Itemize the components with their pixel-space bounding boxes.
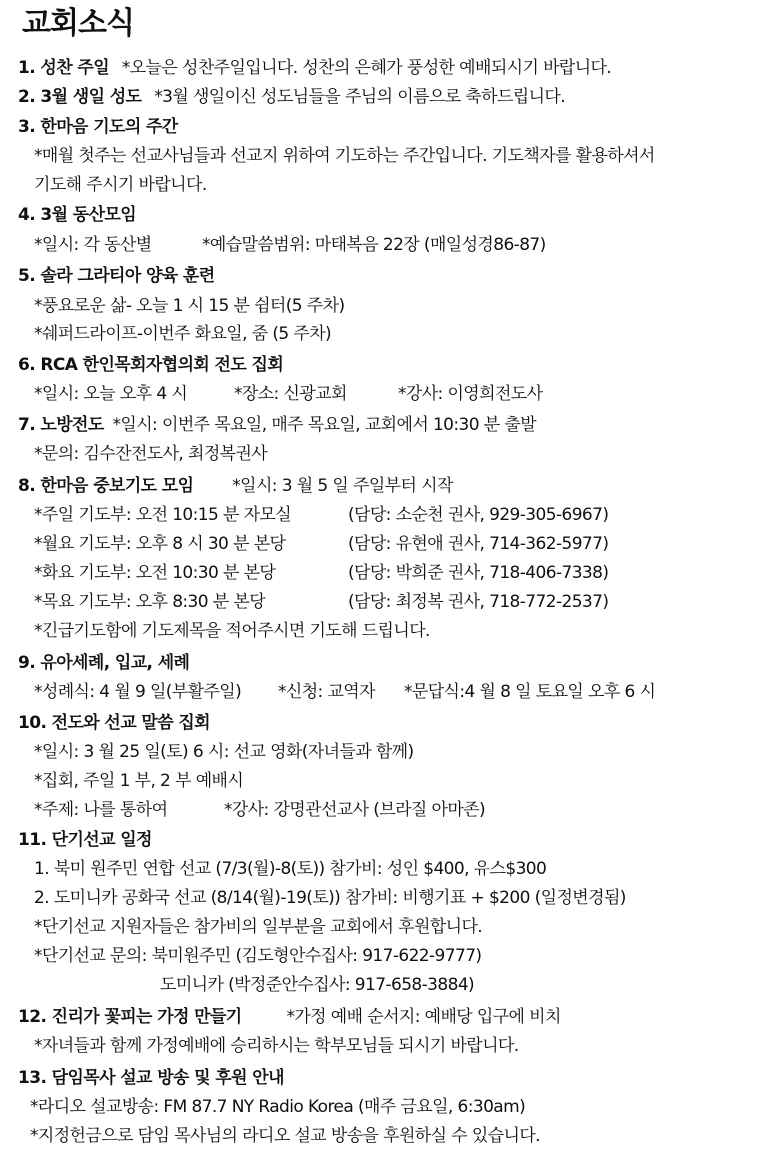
item-line: *강사: 이영희전도사 [398, 384, 543, 404]
item-line: *단기선교 문의: 북미원주민 (김도형안수집사: 917-622-9777) [34, 946, 482, 966]
item-line: *일시: 3 월 25 일(토) 6 시: 선교 영화(자녀들과 함께) [34, 742, 414, 762]
item-line: *성례식: 4 월 9 일(부활주일) [34, 682, 242, 702]
news-item-2 [18, 83, 751, 111]
item-line: *쉐퍼드라이프-이번주 화요일, 줌 (5 주차) [34, 324, 332, 344]
item-line: 2. 도미니카 공화국 선교 (8/14(월)-19(토)) 참가비: 비행기표 + $200 (일정변경됨) [34, 888, 626, 908]
schedule-contact: (담당: 소순천 권사, 929-305-6967) [348, 505, 609, 525]
item-line: *일시: 각 동산별 [34, 235, 152, 255]
item-note: *긴급기도함에 기도제목을 적어주시면 기도해 드립니다. [34, 621, 430, 641]
item-line: *장소: 신광교회 [234, 384, 347, 404]
item-line: *주제: 나를 통하여 [34, 800, 168, 820]
schedule-when: *목요 기도부: 오후 8:30 분 본당 [34, 592, 266, 612]
item-heading: 12. 진리가 꽃피는 가정 만들기 [18, 1007, 242, 1027]
item-heading: 3. 한마음 기도의 주간 [18, 117, 178, 137]
news-item-12 [18, 1003, 751, 1031]
item-line: *자녀들과 함께 가정예배에 승리하시는 학부모님들 되시기 바랍니다. [34, 1036, 519, 1056]
item-heading: 9. 유아세례, 입교, 세례 [18, 653, 190, 673]
item-line: *지정헌금으로 담임 목사님의 라디오 설교 방송을 후원하실 수 있습니다. [30, 1126, 540, 1146]
item-line: 도미니카 (박정준안수집사: 917-658-3884) [160, 975, 475, 995]
item-heading: 4. 3월 동산모임 [18, 205, 137, 225]
item-line: *강사: 강명관선교사 (브라질 아마존) [224, 800, 486, 820]
item-line: *예습말씀범위: 마태복음 22장 (매일성경86-87) [202, 235, 546, 255]
news-item-1 [18, 54, 751, 82]
item-line: *일시: 오늘 오후 4 시 [34, 384, 188, 404]
item-text: *오늘은 성찬주일입니다. 성찬의 은혜가 풍성한 예배되시기 바랍니다. [121, 58, 612, 78]
item-line: *집회, 주일 1 부, 2 부 예배시 [34, 771, 244, 791]
item-line: *풍요로운 삶- 오늘 1 시 15 분 쉼터(5 주차) [34, 296, 345, 316]
item-heading: 11. 단기선교 일정 [18, 830, 152, 850]
item-heading: 5. 솔라 그라티아 양육 훈련 [18, 266, 215, 286]
item-line: *매월 첫주는 선교사님들과 선교지 위하여 기도하는 주간입니다. 기도책자를 활용하셔서 [34, 146, 655, 166]
schedule-contact: (담당: 유현애 권사, 714-362-5977) [348, 534, 609, 554]
item-text: *3월 생일이신 성도님들을 주님의 이름으로 축하드립니다. [154, 87, 566, 107]
item-text: *일시: 이번주 목요일, 매주 목요일, 교회에서 10:30 분 출발 [112, 415, 537, 435]
schedule-when: *월요 기도부: 오후 8 시 30 분 본당 [34, 534, 286, 554]
item-line: *단기선교 지원자들은 참가비의 일부분을 교회에서 후원합니다. [34, 917, 483, 937]
schedule-when: *주일 기도부: 오전 10:15 분 자모실 [34, 505, 292, 525]
item-heading: 1. 성찬 주일 [18, 58, 110, 78]
news-item-7 [18, 411, 751, 439]
item-heading: 13. 담임목사 설교 방송 및 후원 안내 [18, 1068, 284, 1088]
page-title: 교회소식 [22, 6, 134, 41]
item-heading: 8. 한마음 중보기도 모임 [18, 476, 194, 496]
schedule-when: *화요 기도부: 오전 10:30 분 본당 [34, 563, 276, 583]
item-heading: 6. RCA 한인목회자협의회 전도 집회 [18, 355, 284, 375]
item-heading: 2. 3월 생일 성도 [18, 87, 142, 107]
item-line: *라디오 설교방송: FM 87.7 NY Radio Korea (매주 금요일, 6:30am) [30, 1097, 526, 1117]
news-item-8 [18, 472, 751, 500]
item-text: *가정 예배 순서지: 예배당 입구에 비치 [286, 1007, 561, 1027]
item-text: *일시: 3 월 5 일 주일부터 시작 [232, 476, 453, 496]
item-line: 기도해 주시기 바랍니다. [34, 175, 207, 195]
item-line: *문답식:4 월 8 일 토요일 오후 6 시 [404, 682, 656, 702]
item-line: 1. 북미 원주민 연합 선교 (7/3(월)-8(토)) 참가비: 성인 $400, 유스$300 [34, 859, 547, 879]
schedule-contact: (담당: 최정복 권사, 718-772-2537) [348, 592, 609, 612]
item-heading: 7. 노방전도 [18, 415, 104, 435]
item-line: *문의: 김수잔전도사, 최정복권사 [34, 444, 268, 464]
item-line: *신청: 교역자 [278, 682, 375, 702]
schedule-contact: (담당: 박희준 권사, 718-406-7338) [348, 563, 609, 583]
item-heading: 10. 전도와 선교 말씀 집회 [18, 713, 210, 733]
